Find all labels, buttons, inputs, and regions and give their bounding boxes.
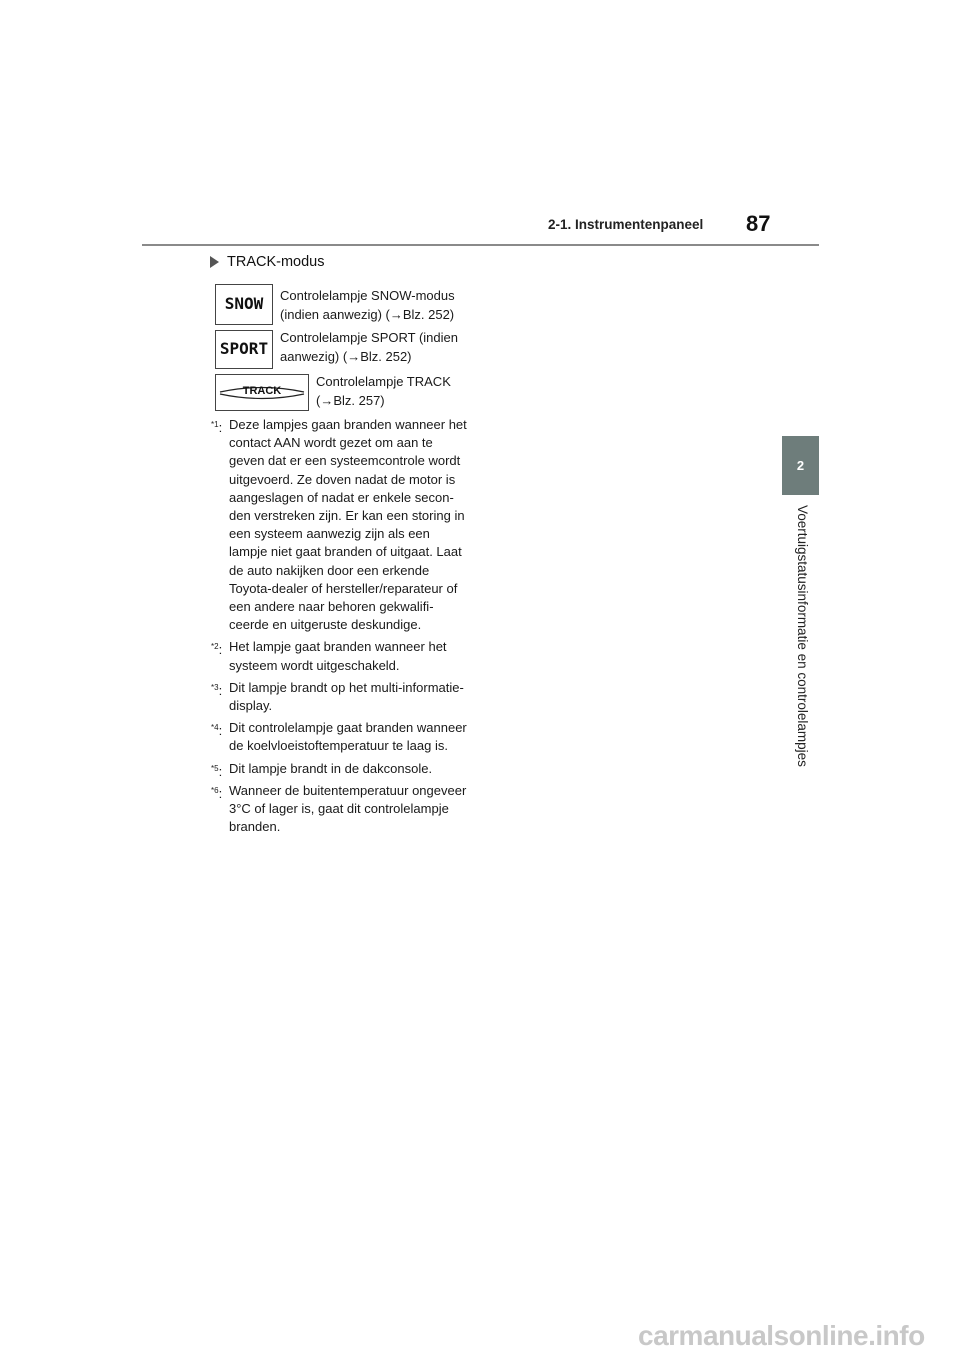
snow-indicator-icon [215,284,273,325]
page-number: 87 [746,211,771,236]
sport-indicator-text: SPORT [219,339,269,358]
footnote-marker: $^{*5}$: [211,763,223,779]
track-indicator-description [316,372,476,410]
chapter-tab-number: 2 [796,458,805,473]
snow-indicator-description [280,286,470,324]
footnote-text: Het lampje gaat branden wanneer het systeem wordt uitgeschakeld. [229,639,447,673]
footnote-text: Wanneer de buitentemperatuur ongeveer 3°C of lager is, gaat dit controlelampje branden. [229,782,467,835]
footnote-text: Dit controlelampje gaat branden wanneer de koelvloeistoftemperatuur te laag is. [229,720,467,754]
site-watermark-logo: carmanualsonline.info [638,1320,925,1351]
snow-desc-line1: Controlelampje SNOW-modus [280,288,455,303]
track-indicator-icon [215,374,309,411]
footnote-text: Dit lampje brandt in de dakconsole. [229,760,433,776]
footnote-marker: $^{*2}$: [211,642,223,658]
mode-heading-label: TRACK-modus [227,254,325,270]
footnote-2 [211,638,467,674]
sport-indicator-icon [215,330,273,369]
footnote-1 [211,416,467,634]
footnote-marker: $^{*1}$: [211,420,223,435]
header-divider [142,244,819,246]
footnote-6 [211,782,467,837]
footnote-marker: $^{*6}$: [211,785,223,801]
track-desc-line2: (→Blz. 257) [316,393,385,408]
footnotes [211,416,467,840]
footnote-marker: $^{*3}$: [211,682,223,698]
sport-desc-line1: Controlelampje SPORT (indien [280,330,458,345]
bullet-triangle-icon [210,256,219,268]
snow-desc-line2: (indien aanwezig) (→Blz. 252) [280,307,455,322]
chapter-tab-label: Voertuigstatusinformatie en controlelampjes [795,505,810,767]
footnote-5 [211,760,467,778]
track-indicator-text: TRACK [242,385,282,397]
footnote-3 [211,679,467,715]
mode-heading [210,254,325,270]
footnote-4 [211,719,467,755]
footnote-marker: $^{*4}$: [211,723,223,739]
section-title: 2-1. Instrumentenpaneel [548,217,704,232]
sport-indicator-description [280,328,470,366]
footnote-text: Dit lampje brandt op het multi-informatie-display. [229,679,464,714]
track-desc-line1: Controlelampje TRACK [316,374,451,389]
snow-indicator-text: SNOW [224,294,264,313]
footnote-text: Deze lampjes gaan branden wanneer het contact AAN wordt gezet om aan te geven dat er een systeemcontrole wordt uitgevoerd. Ze doven nadat de motor is aangeslagen of nadat er enkele secon-den verstreken zijn. Er kan een storing in een systeem aanwezig zijn als een lampje niet gaat branden of uitgaat. Laat de auto nakijken door een erkende Toyota-dealer of hersteller/reparateur of een andere naar behoren gekwalifi-ceerde en uitgeruste deskundige. [229,417,467,633]
sport-desc-line2: aanwezig) (→Blz. 252) [280,349,412,364]
chapter-tab[interactable] [782,436,819,495]
